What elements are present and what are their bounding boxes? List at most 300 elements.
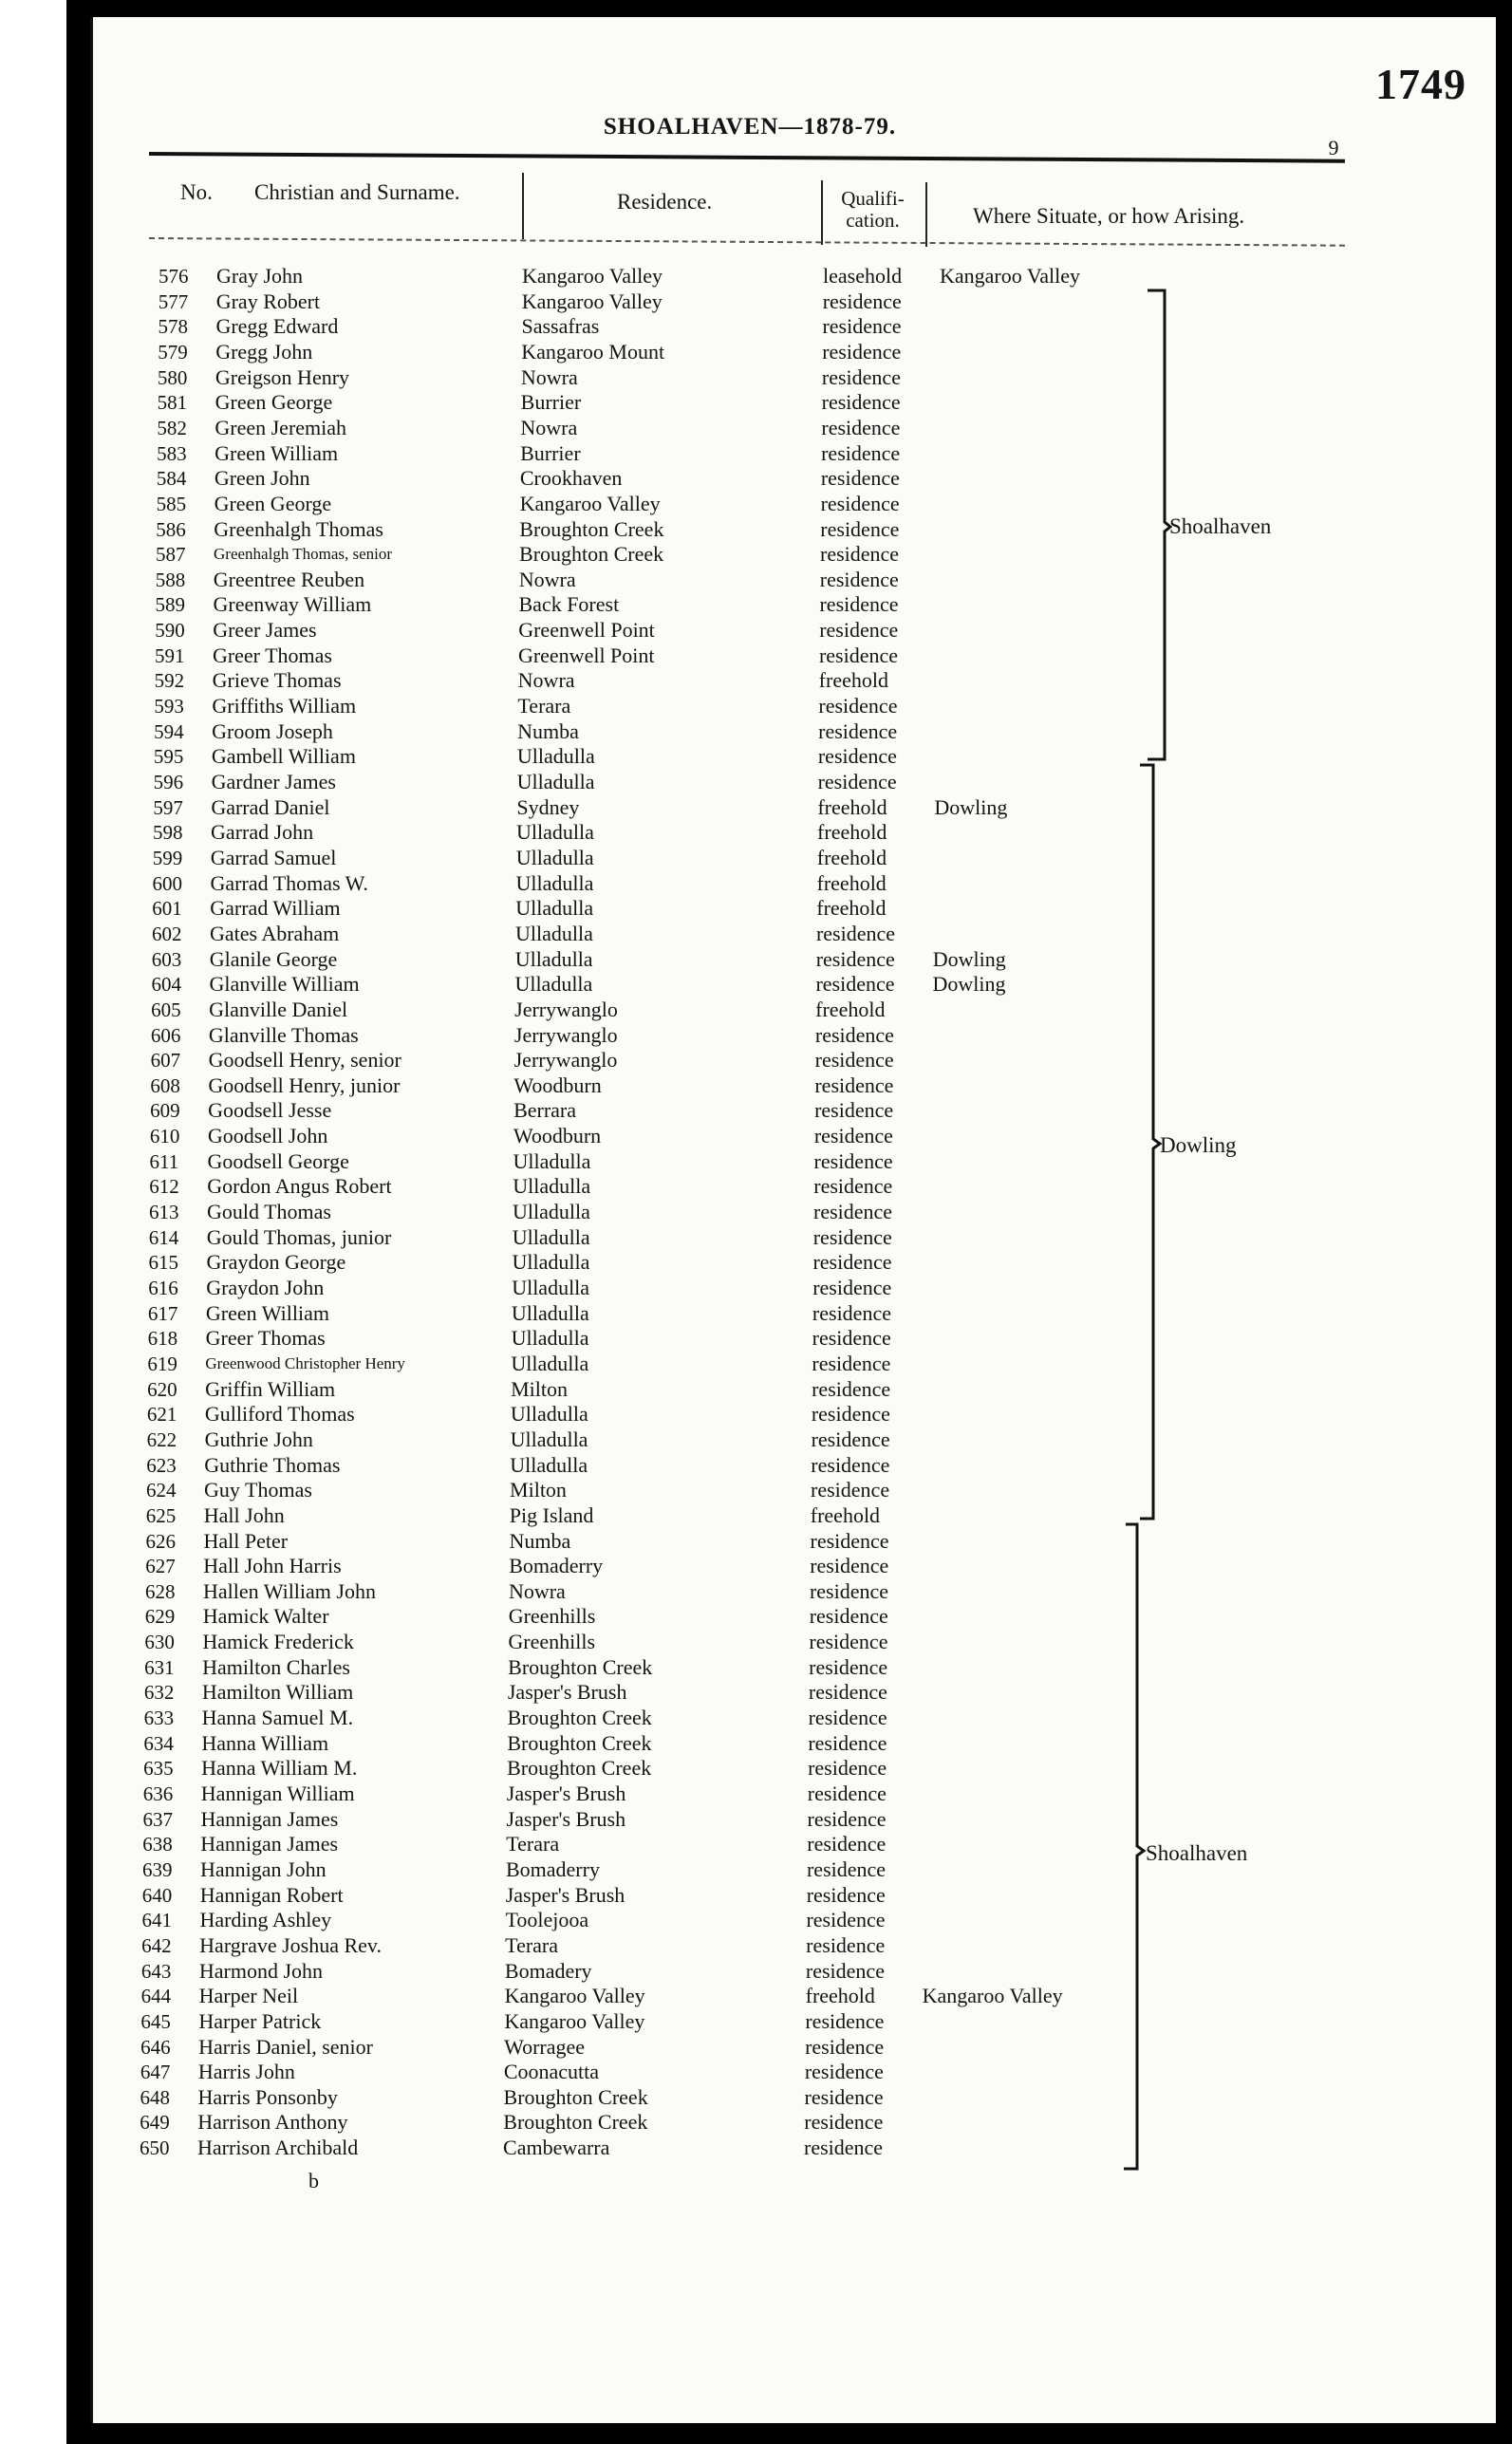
row-number: 639 xyxy=(141,1857,173,1881)
table-row xyxy=(0,947,1512,972)
row-residence: Ulladulla xyxy=(515,870,594,895)
row-qualification: residence xyxy=(811,1402,890,1427)
table-row xyxy=(0,1933,1512,1958)
table-row xyxy=(0,668,1512,693)
row-qualification: residence xyxy=(812,1351,891,1375)
row-name: Graydon John xyxy=(206,1276,325,1299)
row-where: Kangaroo Valley xyxy=(922,1984,1063,2008)
row-name: Greer Thomas xyxy=(205,1326,326,1351)
page-title: SHOALHAVEN—1878-79. xyxy=(603,114,897,140)
table-row xyxy=(0,340,1512,364)
table-row xyxy=(0,289,1512,314)
header-where: Where Situate, or how Arising. xyxy=(973,204,1245,228)
row-name: Harrison Anthony xyxy=(197,2110,348,2135)
table-row xyxy=(0,1832,1512,1856)
table-row xyxy=(0,1276,1512,1300)
row-qualification: residence xyxy=(818,694,898,718)
row-number: 596 xyxy=(153,771,184,793)
row-qualification: residence xyxy=(809,1578,889,1603)
row-number: 578 xyxy=(158,315,188,339)
table-row xyxy=(0,998,1512,1022)
table-row xyxy=(0,441,1512,466)
table-row xyxy=(0,922,1512,946)
row-residence: Worragee xyxy=(504,2034,586,2059)
row-name: Goodsell John xyxy=(207,1124,328,1148)
row-residence: Burrier xyxy=(520,390,582,415)
row-number: 602 xyxy=(151,922,182,945)
row-number: 636 xyxy=(142,1782,174,1805)
row-name: Hanna William xyxy=(201,1730,329,1755)
header-no: No. xyxy=(180,180,213,204)
row-residence: Milton xyxy=(510,1478,567,1502)
row-name: Graydon George xyxy=(206,1250,346,1275)
row-number: 579 xyxy=(158,340,188,364)
row-name: Goodsell George xyxy=(207,1148,349,1173)
row-qualification: residence xyxy=(820,466,900,491)
row-number: 626 xyxy=(145,1529,176,1553)
table-row xyxy=(0,1149,1512,1174)
table-row xyxy=(0,1579,1512,1604)
row-qualification: residence xyxy=(808,1756,887,1781)
row-qualification: residence xyxy=(806,1856,887,1881)
row-residence: Kangaroo Mount xyxy=(521,339,665,364)
row-residence: Kangaroo Valley xyxy=(521,289,663,313)
row-name: Griffin William xyxy=(205,1376,336,1401)
header-name: Christian and Surname. xyxy=(254,180,460,204)
table-row xyxy=(0,2035,1512,2060)
row-name: Greenway William xyxy=(213,592,372,617)
row-residence: Ulladulla xyxy=(511,1351,589,1375)
row-residence: Ulladulla xyxy=(516,770,595,793)
row-name: Guthrie John xyxy=(204,1427,313,1451)
row-qualification: residence xyxy=(811,1452,890,1477)
row-number: 598 xyxy=(153,821,183,845)
row-name: Gould Thomas xyxy=(207,1200,331,1224)
row-qualification: freehold xyxy=(816,896,887,921)
row-number: 582 xyxy=(157,416,187,439)
row-number: 640 xyxy=(141,1883,173,1907)
row-qualification: residence xyxy=(808,1680,887,1705)
row-number: 581 xyxy=(157,391,188,415)
row-name: Hall John xyxy=(203,1502,285,1527)
row-number: 607 xyxy=(150,1049,181,1073)
row-number: 647 xyxy=(140,2061,171,2084)
row-qualification: residence xyxy=(812,1326,891,1351)
table-row xyxy=(0,820,1512,845)
row-number: 601 xyxy=(152,897,182,921)
row-qualification: residence xyxy=(805,2008,885,2033)
row-number: 623 xyxy=(146,1453,177,1477)
row-residence: Greenwell Point xyxy=(517,643,655,667)
row-name: Green Jeremiah xyxy=(215,415,347,439)
row-number: 591 xyxy=(154,644,185,667)
row-residence: Broughton Creek xyxy=(507,1756,652,1781)
row-residence: Jerrywanglo xyxy=(514,997,618,1021)
row-name: Hannigan William xyxy=(200,1782,355,1805)
row-qualification: residence xyxy=(804,2084,884,2109)
table-row xyxy=(0,871,1512,896)
row-name: Hargrave Joshua Rev. xyxy=(199,1932,383,1957)
row-qualification: residence xyxy=(822,339,902,364)
table-row xyxy=(0,1756,1512,1781)
row-name: Gould Thomas, junior xyxy=(206,1224,392,1249)
row-residence: Terara xyxy=(517,694,571,718)
row-number: 611 xyxy=(149,1149,179,1173)
row-residence: Nowra xyxy=(517,668,575,693)
row-qualification: residence xyxy=(807,1782,887,1805)
row-name: Gregg John xyxy=(215,339,313,364)
row-residence: Ulladulla xyxy=(512,1276,590,1299)
row-number: 631 xyxy=(144,1655,175,1679)
row-number: 628 xyxy=(144,1579,176,1603)
row-name: Greigson Henry xyxy=(215,364,350,389)
row-name: Harris Ponsonby xyxy=(197,2084,338,2109)
row-residence: Cambewarra xyxy=(503,2136,610,2160)
row-residence: Back Forest xyxy=(518,592,620,617)
row-qualification: freehold xyxy=(816,845,887,869)
row-qualification: residence xyxy=(822,314,902,339)
row-number: 584 xyxy=(156,467,187,491)
row-qualification: residence xyxy=(811,1427,890,1451)
row-number: 616 xyxy=(148,1277,178,1299)
row-number: 600 xyxy=(152,871,183,895)
row-qualification: residence xyxy=(821,390,901,415)
row-name: Gates Abraham xyxy=(209,921,340,945)
table-row xyxy=(0,1529,1512,1554)
table-row xyxy=(0,1301,1512,1326)
row-residence: Jerrywanglo xyxy=(513,1048,618,1073)
row-name: Harper Patrick xyxy=(198,2008,322,2033)
row-name: Hamilton Charles xyxy=(202,1654,350,1679)
table-row xyxy=(0,1200,1512,1224)
row-residence: Ulladulla xyxy=(511,1300,589,1325)
row-qualification: freehold xyxy=(816,870,887,895)
row-residence: Kangaroo Valley xyxy=(519,491,661,515)
row-number: 580 xyxy=(157,365,188,389)
row-number: 635 xyxy=(143,1757,174,1781)
row-number: 610 xyxy=(149,1125,180,1148)
table-row xyxy=(0,1604,1512,1629)
row-qualification: residence xyxy=(806,1882,886,1907)
row-qualification: freehold xyxy=(817,820,887,845)
row-name: Harmond John xyxy=(198,1958,324,1983)
row-residence: Jasper's Brush xyxy=(507,1680,627,1705)
table-row xyxy=(0,618,1512,643)
row-number: 618 xyxy=(147,1327,178,1351)
row-residence: Ulladulla xyxy=(510,1427,588,1451)
row-qualification: residence xyxy=(809,1654,888,1679)
row-name: Harris John xyxy=(197,2060,295,2084)
row-residence: Terara xyxy=(505,1932,559,1957)
row-residence: Ulladulla xyxy=(510,1402,588,1427)
row-residence: Crookhaven xyxy=(519,466,623,491)
row-qualification: residence xyxy=(806,1932,886,1957)
row-name: Green William xyxy=(205,1300,329,1325)
row-qualification: residence xyxy=(814,1073,894,1097)
row-qualification: residence xyxy=(806,1908,886,1932)
table-row xyxy=(0,719,1512,744)
row-qualification: residence xyxy=(815,946,895,971)
row-residence: Broughton Creek xyxy=(503,2110,648,2135)
table-row xyxy=(0,2136,1512,2160)
row-name: Garrad John xyxy=(211,820,314,845)
row-number: 619 xyxy=(147,1352,177,1375)
row-where: Kangaroo Valley xyxy=(940,264,1081,288)
table-row xyxy=(0,264,1512,289)
table-row xyxy=(0,1908,1512,1932)
row-qualification: residence xyxy=(804,2136,884,2160)
row-name: Green George xyxy=(215,390,333,415)
table-row xyxy=(0,1782,1512,1806)
row-residence: Ulladulla xyxy=(510,1452,588,1477)
row-residence: Ulladulla xyxy=(512,1224,590,1249)
row-number: 644 xyxy=(140,1985,172,2008)
row-number: 649 xyxy=(140,2111,170,2135)
table-row xyxy=(0,1377,1512,1402)
table-row xyxy=(0,2110,1512,2135)
row-number: 586 xyxy=(156,517,186,541)
row-residence: Nowra xyxy=(518,567,576,591)
row-residence: Coonacutta xyxy=(503,2060,600,2084)
row-qualification: residence xyxy=(809,1604,888,1629)
table-row xyxy=(0,314,1512,339)
row-qualification: residence xyxy=(819,567,899,591)
row-name: Harper Neil xyxy=(198,1984,299,2008)
row-number: 643 xyxy=(140,1959,172,1983)
row-number: 633 xyxy=(143,1707,175,1730)
row-qualification: residence xyxy=(818,643,898,667)
row-residence: Nowra xyxy=(520,364,578,389)
row-number: 617 xyxy=(147,1301,178,1325)
row-number: 621 xyxy=(146,1403,177,1427)
row-name: Green William xyxy=(215,440,339,465)
row-qualification: residence xyxy=(812,1300,891,1325)
row-number: 612 xyxy=(149,1175,179,1199)
table-row xyxy=(0,1098,1512,1123)
row-qualification: residence xyxy=(808,1730,887,1755)
row-name: Grieve Thomas xyxy=(212,668,342,693)
table-row xyxy=(0,1023,1512,1048)
row-name: Gregg Edward xyxy=(215,314,339,339)
row-name: Gardner James xyxy=(211,770,336,793)
row-name: Glanville Thomas xyxy=(208,1022,359,1047)
row-qualification: residence xyxy=(807,1832,887,1856)
row-number: 650 xyxy=(140,2136,170,2160)
row-residence: Milton xyxy=(511,1376,569,1401)
table-row xyxy=(0,2009,1512,2034)
row-qualification: freehold xyxy=(810,1502,881,1527)
row-residence: Ulladulla xyxy=(512,1250,590,1275)
row-number: 599 xyxy=(152,846,183,869)
row-qualification: residence xyxy=(805,2034,885,2059)
table-row xyxy=(0,1807,1512,1832)
table-row xyxy=(0,896,1512,921)
row-residence: Jasper's Brush xyxy=(506,1782,626,1805)
row-residence: Broughton Creek xyxy=(507,1730,652,1755)
row-number: 615 xyxy=(148,1251,178,1275)
row-name: Hannigan Robert xyxy=(199,1882,344,1907)
row-number: 594 xyxy=(154,719,184,743)
row-residence: Woodburn xyxy=(513,1124,602,1148)
row-residence: Numba xyxy=(517,718,579,743)
row-residence: Nowra xyxy=(508,1578,566,1603)
group-label-shoalhaven: Shoalhaven xyxy=(1169,514,1272,538)
table-row xyxy=(0,1478,1512,1502)
table-row xyxy=(0,795,1512,820)
row-residence: Jerrywanglo xyxy=(513,1022,618,1047)
row-name: Green John xyxy=(214,466,310,491)
row-name: Garrad Daniel xyxy=(211,794,330,819)
row-name: Groom Joseph xyxy=(212,718,333,743)
row-number: 642 xyxy=(141,1933,172,1957)
row-number: 627 xyxy=(145,1555,176,1578)
row-qualification: residence xyxy=(815,972,895,997)
row-residence: Nowra xyxy=(520,415,578,439)
row-residence: Ulladulla xyxy=(514,921,593,945)
row-name: Goodsell Henry, junior xyxy=(208,1073,401,1097)
row-qualification: residence xyxy=(820,542,900,567)
row-name: Gray John xyxy=(216,264,304,288)
row-name: Greenhalgh Thomas xyxy=(214,516,383,541)
table-row xyxy=(0,1857,1512,1882)
row-name: Greenhalgh Thomas, senior xyxy=(214,545,393,564)
row-name: Garrad Thomas W. xyxy=(210,870,368,895)
row-number: 604 xyxy=(151,973,181,997)
row-qualification: leasehold xyxy=(823,264,903,288)
row-name: Hamick Walter xyxy=(202,1604,329,1629)
row-qualification: residence xyxy=(813,1148,893,1173)
row-number: 605 xyxy=(151,998,181,1021)
row-number: 597 xyxy=(153,795,183,819)
row-number: 614 xyxy=(148,1225,179,1249)
table-row xyxy=(0,1883,1512,1908)
row-number: 648 xyxy=(140,2085,171,2109)
row-number: 606 xyxy=(150,1023,181,1047)
row-qualification: residence xyxy=(820,491,900,515)
table-row xyxy=(0,694,1512,718)
row-name: Hall Peter xyxy=(203,1528,289,1553)
table-row xyxy=(0,390,1512,415)
row-number: 645 xyxy=(140,2009,171,2033)
table-row xyxy=(0,517,1512,542)
row-residence: Numba xyxy=(509,1528,571,1553)
header-separator xyxy=(925,182,927,247)
row-name: Hanna Samuel M. xyxy=(201,1706,354,1730)
row-name: Harding Ashley xyxy=(199,1908,332,1932)
row-qualification: residence xyxy=(817,770,897,793)
row-name: Greer James xyxy=(213,618,317,643)
row-number: 590 xyxy=(155,619,185,643)
row-name: Garrad Samuel xyxy=(210,845,337,869)
row-qualification: freehold xyxy=(805,1984,875,2008)
row-residence: Ulladulla xyxy=(514,972,593,997)
table-row xyxy=(0,1959,1512,1984)
row-residence: Ulladulla xyxy=(513,1148,591,1173)
row-qualification: residence xyxy=(809,1630,888,1654)
row-name: Hall John Harris xyxy=(203,1554,342,1578)
row-name: Griffiths William xyxy=(212,694,357,718)
row-name: Hallen William John xyxy=(202,1578,376,1603)
row-qualification: residence xyxy=(821,440,901,465)
row-residence: Bomaderry xyxy=(505,1856,600,1881)
table-row xyxy=(0,1048,1512,1073)
row-qualification: residence xyxy=(811,1478,890,1502)
table-row xyxy=(0,1174,1512,1199)
row-name: Goodsell Jesse xyxy=(208,1098,332,1123)
row-residence: Broughton Creek xyxy=(507,1706,652,1730)
row-name: Guy Thomas xyxy=(204,1478,312,1502)
row-residence: Toolejooa xyxy=(505,1908,589,1932)
row-where: Dowling xyxy=(932,972,1006,997)
row-number: 638 xyxy=(142,1833,173,1856)
row-qualification: residence xyxy=(821,364,901,389)
table-row xyxy=(0,1326,1512,1351)
row-number: 646 xyxy=(140,2035,171,2059)
row-qualification: residence xyxy=(814,1022,894,1047)
row-name: Hamick Frederick xyxy=(202,1630,354,1654)
row-number: 630 xyxy=(144,1631,175,1654)
row-qualification: residence xyxy=(812,1276,892,1299)
row-number: 595 xyxy=(153,745,184,769)
row-qualification: residence xyxy=(821,415,901,439)
row-number: 583 xyxy=(157,441,187,465)
row-residence: Jasper's Brush xyxy=(505,1882,625,1907)
row-residence: Terara xyxy=(506,1832,560,1856)
row-residence: Jasper's Brush xyxy=(506,1806,626,1831)
table-row xyxy=(0,1731,1512,1756)
header-separator xyxy=(522,173,524,239)
row-residence: Ulladulla xyxy=(513,1174,591,1199)
row-qualification: residence xyxy=(813,1124,893,1148)
row-qualification: residence xyxy=(812,1250,892,1275)
table-row xyxy=(0,846,1512,870)
table-row xyxy=(0,1250,1512,1275)
row-name: Hanna William M. xyxy=(201,1756,358,1781)
table-row xyxy=(0,1984,1512,2008)
row-residence: Berrara xyxy=(513,1098,577,1123)
row-number: 593 xyxy=(154,695,184,718)
row-number: 629 xyxy=(144,1605,176,1629)
row-name: Glanville Daniel xyxy=(209,997,348,1021)
row-number: 613 xyxy=(149,1201,179,1224)
row-name: Gulliford Thomas xyxy=(204,1402,355,1427)
row-residence: Woodburn xyxy=(513,1073,602,1097)
row-name: Garrad William xyxy=(210,896,341,921)
row-residence: Pig Island xyxy=(509,1502,594,1527)
row-residence: Broughton Creek xyxy=(508,1654,653,1679)
row-number: 622 xyxy=(146,1427,177,1451)
row-residence: Ulladulla xyxy=(516,744,595,769)
row-name: Glanile George xyxy=(209,946,338,971)
row-residence: Ulladulla xyxy=(515,896,594,921)
row-qualification: residence xyxy=(819,592,899,617)
row-qualification: residence xyxy=(810,1528,889,1553)
row-qualification: residence xyxy=(822,289,902,313)
row-name: Guthrie Thomas xyxy=(204,1452,341,1477)
row-name: Hannigan John xyxy=(199,1856,327,1881)
row-qualification: residence xyxy=(814,1048,894,1073)
row-residence: Broughton Creek xyxy=(519,516,664,541)
row-number: 576 xyxy=(159,265,189,288)
row-number: 632 xyxy=(143,1681,175,1705)
group-label-shoalhaven: Shoalhaven xyxy=(1146,1841,1248,1865)
table-row xyxy=(0,416,1512,440)
group-label-dowling: Dowling xyxy=(1160,1133,1237,1157)
row-number: 608 xyxy=(150,1073,180,1097)
row-name: Gray Robert xyxy=(215,289,321,313)
row-where: Dowling xyxy=(932,946,1006,971)
row-qualification: residence xyxy=(807,1806,887,1831)
